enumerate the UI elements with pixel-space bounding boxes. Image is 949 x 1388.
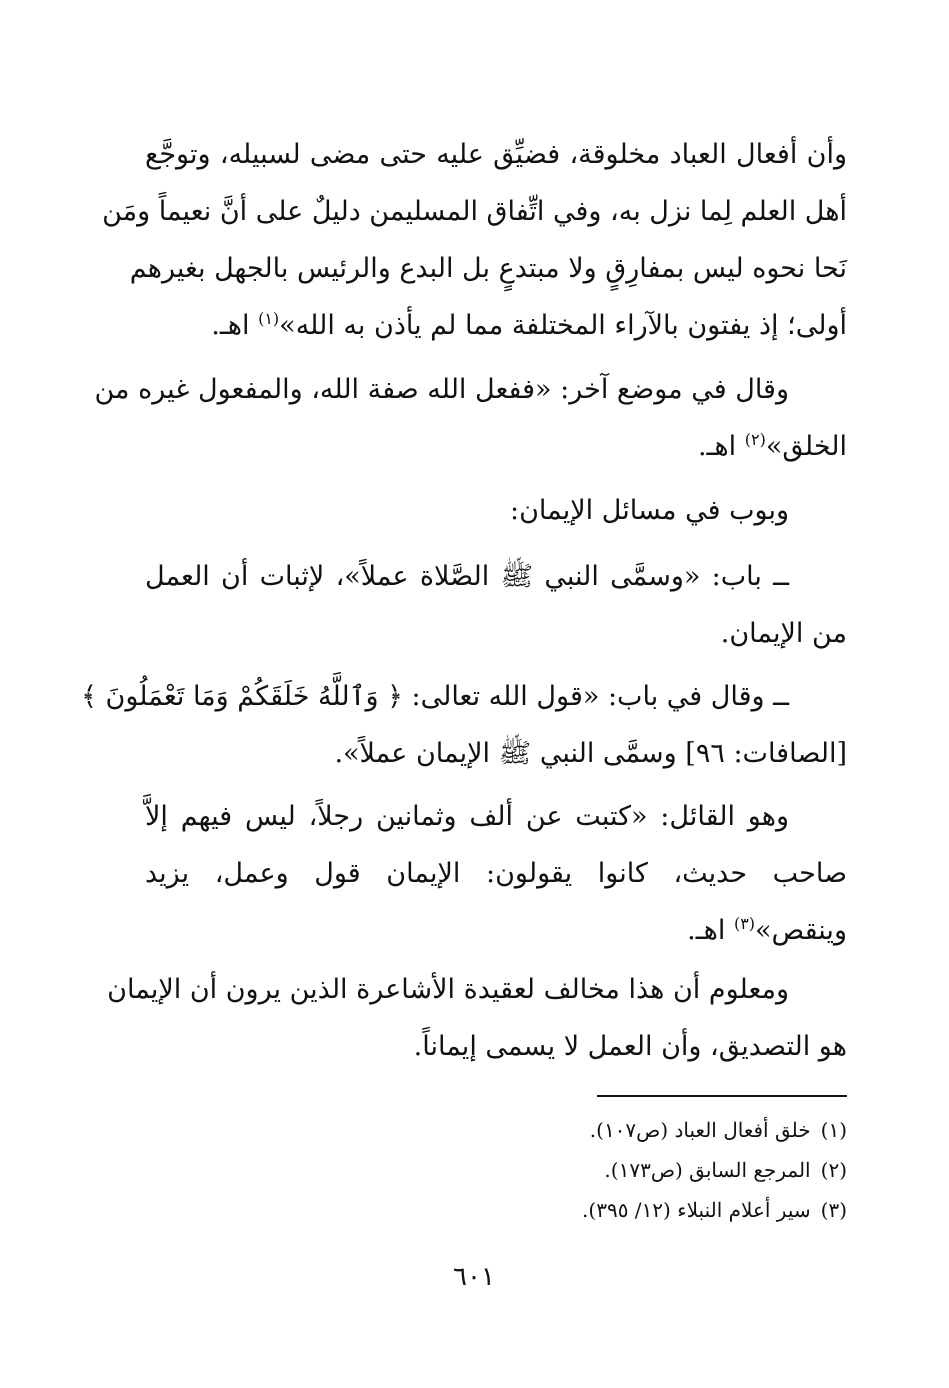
paragraph-7 (107, 961, 847, 1075)
text-line: وقال في موضع آخر: «ففعل الله صفة الله، والمفعول غيره من (94, 374, 789, 405)
footnotes (450, 1110, 847, 1230)
text-fragment: اهـ. (211, 310, 250, 341)
text-fragment: اهـ. (697, 431, 737, 462)
text-line: وأن أفعال العباد مخلوقة، فضيِّق عليه حتى مضى لسبيله، وتوجَّع (145, 139, 847, 170)
text-line: أهل العلم لِما نزل به، وفي اتِّفاق المسليمن دليلٌ على أنَّ نعيماً ومَن (102, 196, 847, 227)
text-line: [الصافات: ٩٦] وسمَّى النبي ﷺ الإيمان عملاً». (334, 738, 847, 769)
footnote-separator (597, 1095, 847, 1097)
text-line (145, 297, 847, 354)
paragraph-1 (102, 126, 847, 354)
footnote-1 (450, 1110, 847, 1150)
footnote-number: (١) (820, 1118, 847, 1142)
paragraph-4 (145, 548, 847, 662)
paragraph-3 (145, 482, 847, 539)
footnote-3 (450, 1190, 847, 1230)
footnote-ref-2: (٢) (744, 430, 766, 449)
text-line (145, 418, 847, 475)
text-line (145, 902, 847, 959)
footnote-ref-1: (١) (258, 309, 280, 328)
paragraph-5 (81, 668, 847, 782)
text-line: من الإيمان. (720, 618, 847, 649)
footnote-ref-3: (٣) (733, 914, 756, 933)
footnote-2 (450, 1150, 847, 1190)
text-line: ــ باب: «وسمَّى النبي ﷺ الصَّلاة عملاً»، لإثبات أن العمل (145, 561, 789, 592)
footnote-text: المرجع السابق (ص١٧٣). (604, 1158, 811, 1182)
paragraph-2 (94, 361, 847, 475)
page-number: ٦٠١ (453, 1262, 495, 1292)
text-line: صاحب حديث، كانوا يقولون: الإيمان قول وعمل، يزيد (145, 858, 847, 889)
text-fragment: وينقص» (755, 915, 847, 946)
footnote-number: (٣) (820, 1198, 847, 1222)
text-line: هو التصديق، وأن العمل لا يسمى إيماناً. (413, 1031, 847, 1062)
footnote-text: خلق أفعال العباد (ص١٠٧). (589, 1118, 811, 1142)
text-line: ومعلوم أن هذا مخالف لعقيدة الأشاعرة الذين يرون أن الإيمان (107, 974, 789, 1005)
text-fragment: اهـ. (687, 915, 726, 946)
text-line: نَحا نحوه ليس بمفارِقٍ ولا مبتدعٍ بل البدع والرئيس بالجهل بغيرهم (129, 253, 847, 284)
paragraph-6 (145, 788, 847, 959)
footnote-text: سير أعلام النبلاء (١٢/ ٣٩٥). (582, 1198, 811, 1222)
footnote-number: (٢) (820, 1158, 847, 1182)
text-fragment: أولى؛ إذ يفتون بالآراء المختلفة مما لم يأذن به الله» (279, 310, 847, 341)
text-fragment: الخلق» (765, 431, 847, 462)
text-line: ــ وقال في باب: «قول الله تعالى: ﴿ وَٱللَّهُ خَلَقَكُمْ وَمَا تَعْمَلُونَ ﴾ (81, 681, 789, 712)
text-line: وبوب في مسائل الإيمان: (510, 495, 789, 526)
text-line: وهو القائل: «كتبت عن ألف وثمانين رجلاً، ليس فيهم إلاَّ (145, 801, 789, 832)
